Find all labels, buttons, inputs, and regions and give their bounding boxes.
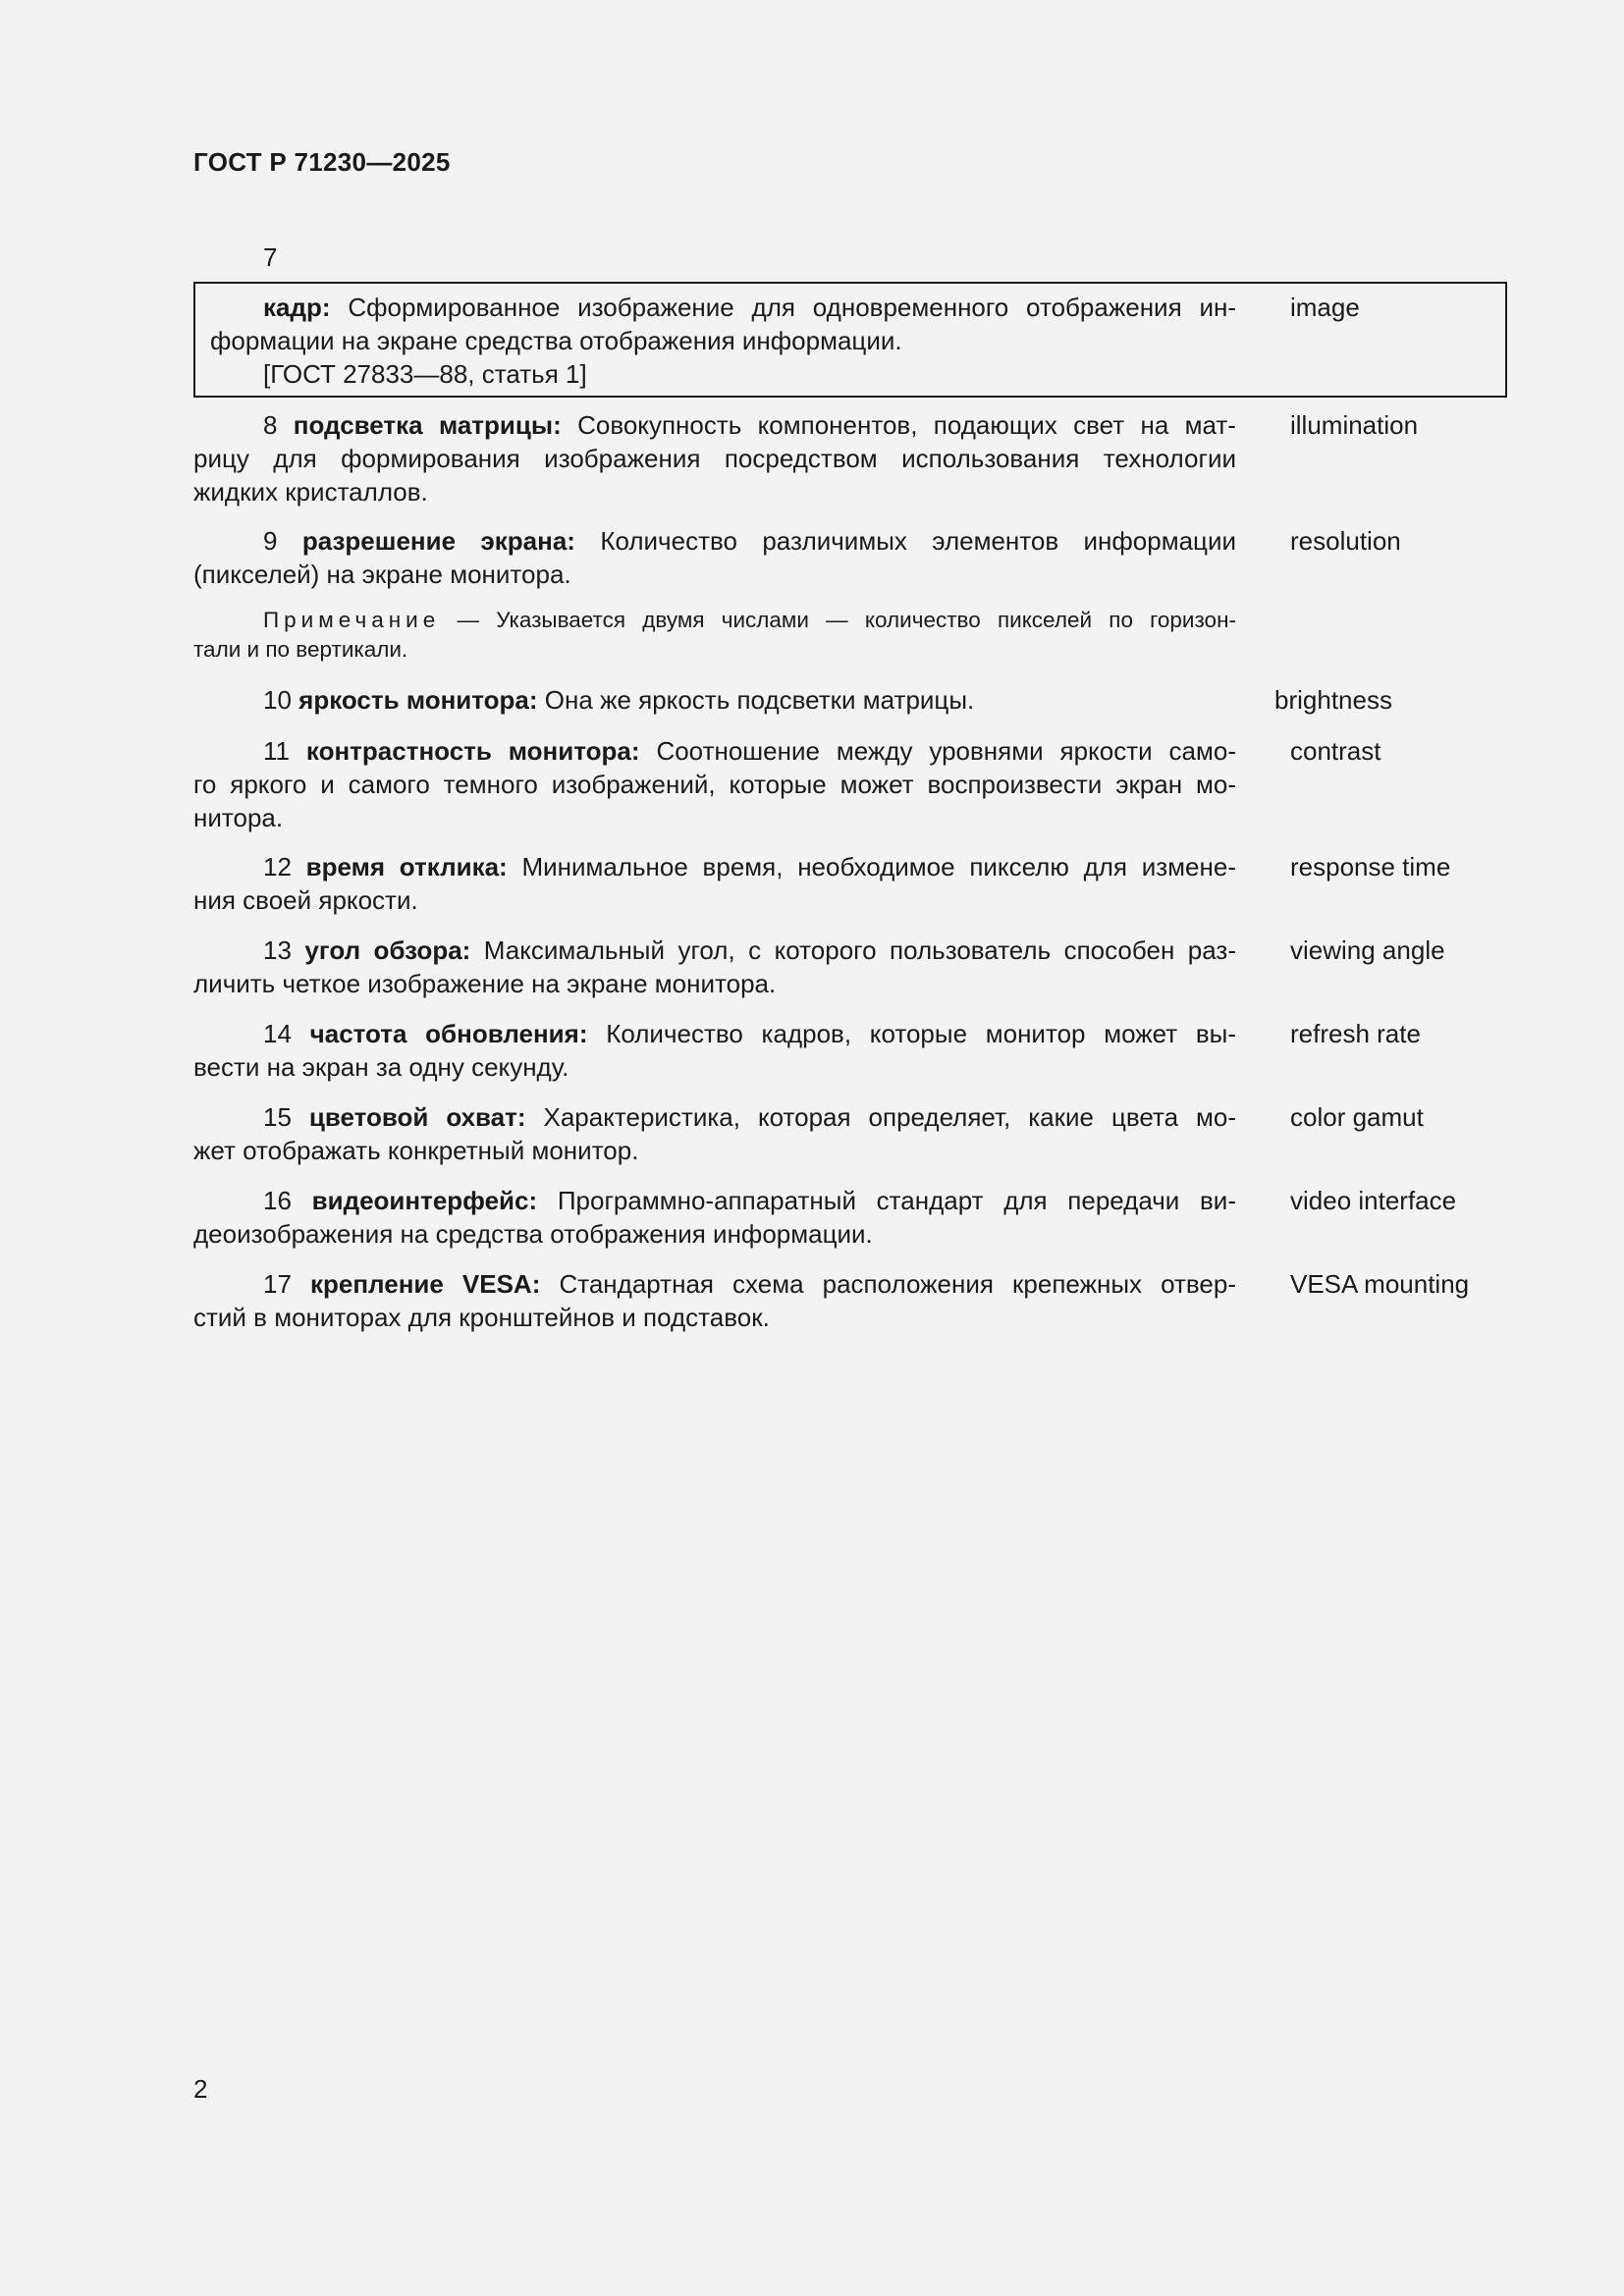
term-name: подсветка матрицы: — [293, 410, 562, 440]
term-english-10: brightness — [1274, 685, 1392, 715]
term-english-8: illumination — [1290, 410, 1419, 440]
term-reference: [ГОСТ 27833—88, статья 1] — [263, 359, 587, 389]
term-name: разрешение экрана: — [301, 526, 575, 556]
term-english-7: image — [1290, 293, 1360, 322]
term-name: яркость монитора: — [298, 685, 538, 715]
term-entry-15: 15 цветовой охват: Характеристика, которая определяет, какие цвета мо- жет отображать конкретный монитор. — [193, 1102, 1236, 1165]
term-number-7: 7 — [263, 242, 278, 272]
term-name: время отклика: — [305, 852, 508, 881]
page-number: 2 — [193, 2074, 208, 2104]
term-name: частота обновления: — [309, 1019, 588, 1048]
term-english-17: VESA mounting — [1290, 1269, 1470, 1299]
term-name: кадр: — [263, 293, 331, 322]
term-entry-9: 9 разрешение экрана: Количество различимых элементов информации (пикселей) на экране монитора. — [193, 526, 1236, 589]
term-english-15: color gamut — [1290, 1102, 1424, 1132]
term-english-16: video interface — [1290, 1186, 1457, 1215]
term-entry-11: 11 контрастность монитора: Соотношение между уровнями яркости само- го яркого и самого темного изображений, которые может воспроизвести экран мо- нитора. — [193, 736, 1237, 832]
note-label: Примечание — [263, 608, 441, 632]
note — [193, 606, 1236, 665]
term-entry-8: 8 подсветка матрицы: Совокупность компонентов, подающих свет на мат- рицу для формирования изображения посредством использования технологии жидких кристаллов. — [193, 410, 1236, 507]
term-definition: формации на экране средства отображения информации. — [210, 326, 902, 355]
term-entry-17: 17 крепление VESA: Стандартная схема расположения крепежных отвер- стий в мониторах для кронштейнов и подставок. — [193, 1269, 1236, 1332]
term-english-9: resolution — [1290, 526, 1401, 556]
term-name: видеоинтерфейс: — [311, 1186, 538, 1215]
term-name: контрастность монитора: — [305, 736, 640, 766]
term-entry-14: 14 частота обновления: Количество кадров, которые монитор может вы- вести на экран за одну секунду. — [193, 1019, 1236, 1082]
term-english-13: viewing angle — [1290, 935, 1445, 965]
term-name: крепление VESA: — [310, 1269, 541, 1299]
document-code: ГОСТ Р 71230—2025 — [193, 147, 451, 177]
note-text: — Указывается двумя числами — количество пикселей по горизон- — [457, 608, 1236, 632]
term-definition: Сформированное изображение для одновременного отображения ин- — [348, 293, 1236, 322]
term-english-12: response time — [1290, 852, 1451, 881]
term-entry-10: 10 яркость монитора: Она же яркость подсветки матрицы. — [263, 685, 975, 715]
term-english-14: refresh rate — [1290, 1019, 1421, 1048]
note-text: тали и по вертикали. — [193, 637, 408, 662]
term-english-11: contrast — [1290, 736, 1381, 766]
term-entry-16: 16 видеоинтерфейс: Программно-аппаратный стандарт для передачи ви- деоизображения на средства отображения информации. — [193, 1186, 1236, 1249]
term-entry-13: 13 угол обзора: Максимальный угол, с которого пользователь способен раз- личить четкое изображение на экране монитора. — [193, 935, 1236, 998]
term-entry-7 — [193, 291, 1236, 391]
term-entry-12: 12 время отклика: Минимальное время, необходимое пикселю для измене- ния своей яркости. — [193, 852, 1236, 915]
term-name: угол обзора: — [304, 935, 471, 965]
term-name: цветовой охват: — [308, 1102, 526, 1132]
